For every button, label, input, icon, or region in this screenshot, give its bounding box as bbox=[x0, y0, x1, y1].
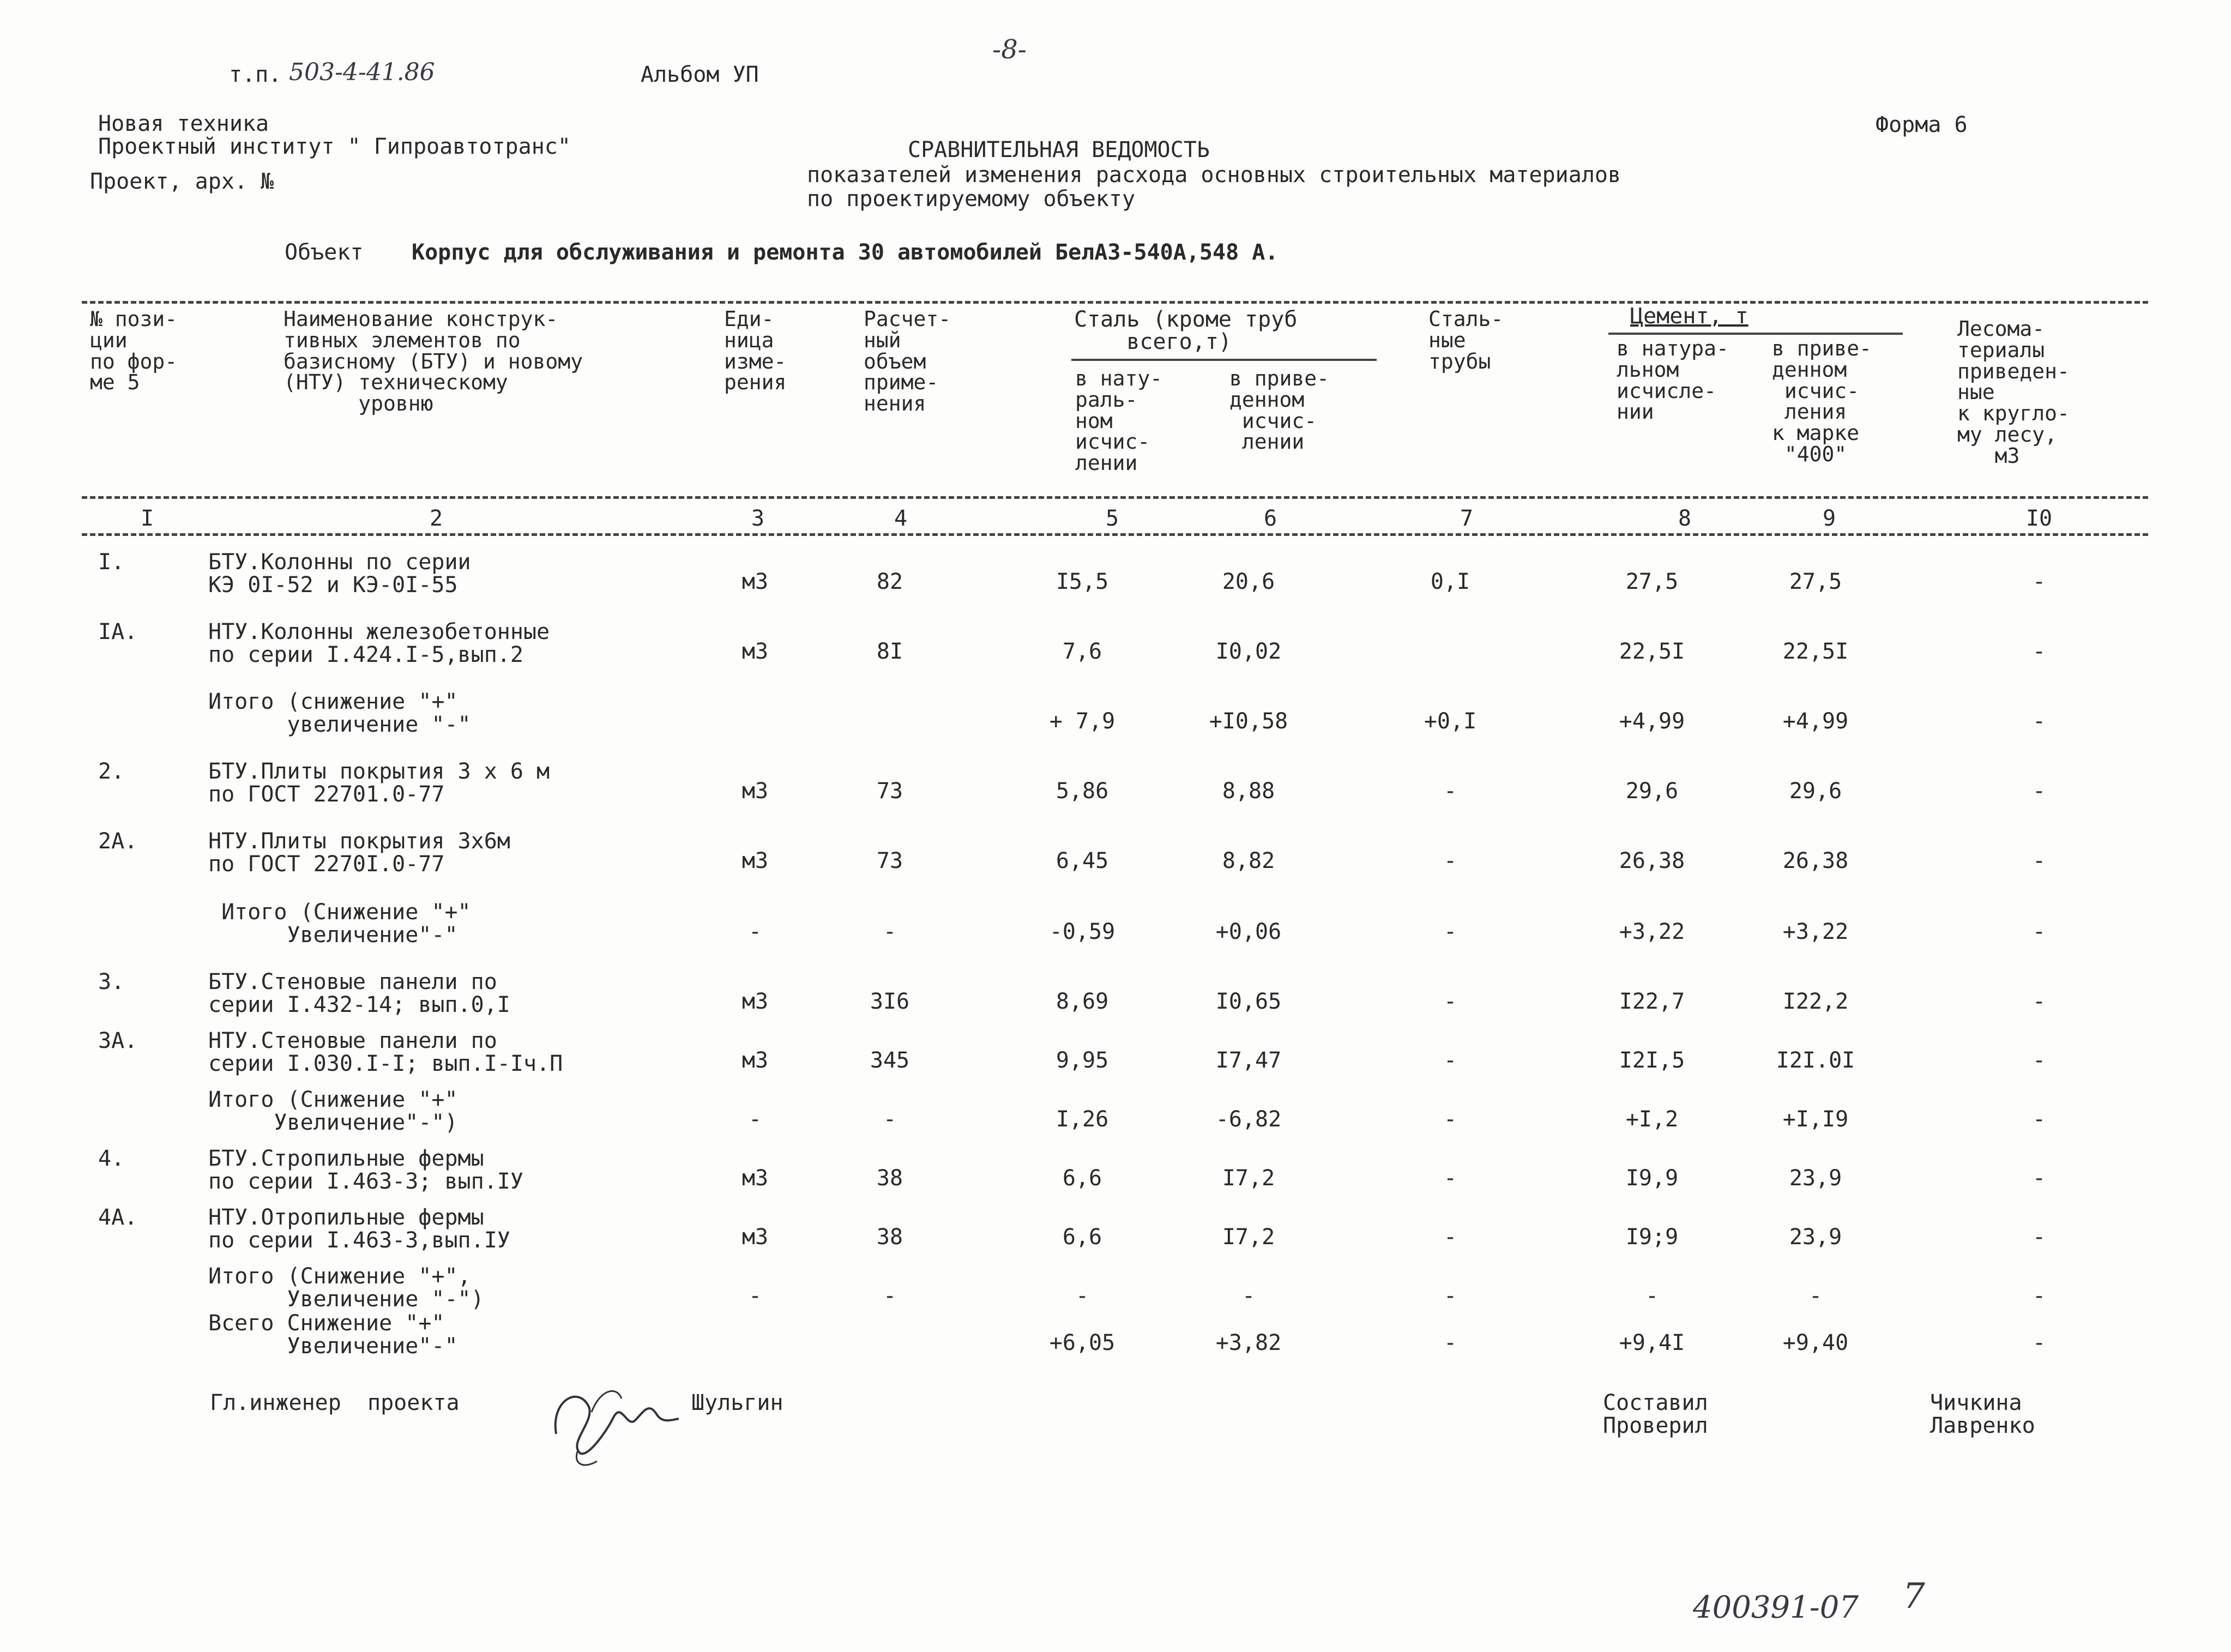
org-line-1: Новая техника bbox=[98, 111, 269, 136]
cell-position: 3. bbox=[98, 969, 125, 994]
cell-name: БТУ.Стеновые панели по серии I.432-14; вып.0,I bbox=[208, 969, 510, 1017]
cell-cement-natural: 29,6 bbox=[1625, 779, 1679, 804]
org-line-2: Проектный институт " Гипроавтотранс" bbox=[98, 134, 571, 159]
cell-steel-reduced: I0,02 bbox=[1215, 639, 1282, 664]
album-label: Альбом УП bbox=[641, 62, 759, 87]
cell-name: НТУ.Отропильные фермы по серии I.463-3,вып.IУ bbox=[208, 1205, 510, 1253]
cell-cement-reduced: +3,22 bbox=[1782, 919, 1849, 944]
cell-position: 4. bbox=[98, 1146, 125, 1171]
cell-name: НТУ.Колонны железобетонные по серии I.424.I-5,вып.2 bbox=[208, 619, 550, 667]
form-number: Форма 6 bbox=[1876, 112, 1968, 137]
cell-cement-natural: 27,5 bbox=[1625, 569, 1679, 594]
col-header-timber: Лесома- териалы приведен- ные к кругло- му лесу, м3 bbox=[1957, 317, 2070, 468]
cell-steel-natural: 6,45 bbox=[1056, 848, 1109, 873]
cell-steel-reduced: I7,2 bbox=[1222, 1166, 1275, 1191]
cell-cement-reduced: +9,40 bbox=[1782, 1330, 1849, 1355]
cell-steel-reduced: I7,2 bbox=[1222, 1225, 1275, 1250]
cell-cement-natural: +3,22 bbox=[1619, 919, 1685, 944]
cell-steel-natural: -0,59 bbox=[1049, 919, 1116, 944]
cell-unit: - bbox=[748, 919, 762, 944]
cell-timber: - bbox=[2032, 848, 2046, 873]
cell-cement-natural: +I,2 bbox=[1625, 1107, 1679, 1132]
cell-steel-natural: 9,95 bbox=[1056, 1048, 1109, 1073]
cell-timber: - bbox=[2032, 1166, 2046, 1191]
cell-steel-reduced: I0,65 bbox=[1215, 989, 1282, 1014]
cell-timber: - bbox=[2032, 709, 2046, 734]
cell-unit: м3 bbox=[741, 1166, 769, 1191]
col-number-10: I0 bbox=[2025, 506, 2053, 531]
col-header-steel-reduced: в приве- денном исчис- лении bbox=[1229, 366, 1330, 454]
cell-position: IA. bbox=[98, 619, 138, 644]
cell-unit: - bbox=[748, 1283, 762, 1309]
document-title: СРАВНИТЕЛЬНАЯ ВЕДОМОСТЬ bbox=[908, 137, 1210, 162]
signature-image bbox=[540, 1368, 682, 1472]
col-header-position: № пози- ции по фор- ме 5 bbox=[90, 307, 178, 395]
cell-position: 4А. bbox=[98, 1205, 138, 1230]
cell-steel-natural: I5,5 bbox=[1056, 569, 1109, 594]
col-number-7: 7 bbox=[1460, 506, 1474, 531]
col-number-3: 3 bbox=[751, 506, 765, 531]
cell-cement-reduced: +I,I9 bbox=[1782, 1107, 1849, 1132]
cell-steel-reduced: 20,6 bbox=[1222, 569, 1275, 594]
cell-steel-tubes: - bbox=[1443, 848, 1457, 873]
cell-name: Итого (Снижение "+", Увеличение "-") bbox=[208, 1264, 484, 1312]
cell-steel-tubes: +0,I bbox=[1424, 709, 1477, 734]
compiled-label: Составил bbox=[1603, 1390, 1708, 1415]
cell-steel-tubes: - bbox=[1443, 989, 1457, 1014]
chief-engineer-name: Шульгин bbox=[691, 1390, 783, 1415]
col-header-steel-group: Сталь (кроме труб всего,т) bbox=[1074, 307, 1298, 354]
cell-steel-natural: - bbox=[1075, 1283, 1089, 1309]
cell-steel-tubes: - bbox=[1443, 1048, 1457, 1073]
tp-label: т.п. bbox=[229, 62, 282, 87]
object-text: Корпус для обслуживания и ремонта 30 автомобилей БелАЗ-540А,548 А. bbox=[412, 240, 1279, 265]
cell-cement-reduced: 26,38 bbox=[1782, 848, 1849, 873]
cell-name: Итого (снижение "+" увеличение "-" bbox=[208, 689, 471, 737]
cell-steel-reduced: 8,88 bbox=[1222, 779, 1275, 804]
header-bottom-rule bbox=[82, 496, 2148, 499]
cell-steel-tubes: - bbox=[1443, 1283, 1457, 1309]
cell-volume: 38 bbox=[876, 1166, 903, 1191]
cell-cement-reduced: 27,5 bbox=[1789, 569, 1842, 594]
cell-steel-natural: I,26 bbox=[1056, 1107, 1109, 1132]
cell-name: Всего Снижение "+" Увеличение"-" bbox=[208, 1311, 458, 1359]
page-number: -8- bbox=[992, 34, 1027, 65]
cell-steel-reduced: +3,82 bbox=[1215, 1330, 1282, 1355]
cell-steel-reduced: -6,82 bbox=[1215, 1107, 1282, 1132]
checked-name: Лавренко bbox=[1930, 1413, 2035, 1438]
col-header-steel-tubes: Сталь- ные трубы bbox=[1428, 307, 1504, 373]
tp-number: 503-4-41.86 bbox=[289, 58, 435, 86]
cell-timber: - bbox=[2032, 639, 2046, 664]
cell-steel-tubes: - bbox=[1443, 779, 1457, 804]
chief-engineer-label: Гл.инженер проекта bbox=[210, 1390, 460, 1415]
col-number-1: I bbox=[140, 506, 154, 531]
cell-cement-natural: I9,9 bbox=[1625, 1166, 1679, 1191]
cell-cement-reduced: I2I.0I bbox=[1776, 1048, 1855, 1073]
cell-name: БТУ.Колонны по серии КЭ 0I-52 и КЭ-0I-55 bbox=[208, 550, 471, 598]
cell-steel-tubes: - bbox=[1443, 1225, 1457, 1250]
steel-group-rule bbox=[1071, 359, 1377, 361]
cell-unit: м3 bbox=[741, 779, 769, 804]
col-number-6: 6 bbox=[1263, 506, 1277, 531]
cell-cement-reduced: +4,99 bbox=[1782, 709, 1849, 734]
cell-cement-reduced: 23,9 bbox=[1789, 1225, 1842, 1250]
cell-volume: 73 bbox=[876, 779, 903, 804]
cell-name: НТУ.Стеновые панели по серии I.030.I-I; вып.I-Iч.П bbox=[208, 1028, 563, 1076]
cell-volume: 8I bbox=[876, 639, 903, 664]
cell-timber: - bbox=[2032, 989, 2046, 1014]
cell-volume: 3I6 bbox=[870, 989, 910, 1014]
cell-cement-natural: +9,4I bbox=[1619, 1330, 1685, 1355]
col-header-cement-natural: в натура- льном исчисле- нии bbox=[1617, 336, 1729, 424]
cell-name: Итого (Снижение "+" Увеличение"-") bbox=[208, 1087, 458, 1135]
cell-steel-natural: +6,05 bbox=[1049, 1330, 1116, 1355]
cell-name: Итого (Снижение "+" Увеличение"-" bbox=[221, 900, 471, 948]
cell-steel-natural: 6,6 bbox=[1062, 1225, 1102, 1250]
cell-timber: - bbox=[2032, 1107, 2046, 1132]
cell-unit: м3 bbox=[741, 639, 769, 664]
col-number-8: 8 bbox=[1678, 506, 1692, 531]
cell-cement-reduced: 22,5I bbox=[1782, 639, 1849, 664]
col-header-volume: Расчет- ный объем приме- нения bbox=[864, 307, 951, 415]
cell-position: I. bbox=[98, 550, 125, 575]
cell-steel-reduced: - bbox=[1241, 1283, 1256, 1309]
cell-name: БТУ.Стропильные фермы по серии I.463-3; вып.IУ bbox=[208, 1146, 523, 1194]
cell-name: НТУ.Плиты покрытия 3х6м по ГОСТ 2270I.0-77 bbox=[208, 829, 510, 877]
cell-name: БТУ.Плиты покрытия 3 х 6 м по ГОСТ 22701.0-77 bbox=[208, 759, 550, 807]
cell-steel-reduced: +I0,58 bbox=[1209, 709, 1288, 734]
col-number-4: 4 bbox=[894, 506, 908, 531]
cell-cement-natural: 22,5I bbox=[1619, 639, 1685, 664]
cell-volume: 73 bbox=[876, 848, 903, 873]
object-label: Объект bbox=[285, 240, 364, 265]
col-header-cement-reduced: в приве- денном исчис- ления к марке "400" bbox=[1772, 336, 1872, 466]
col-header-unit: Еди- ница изме- рения bbox=[724, 307, 787, 395]
cell-timber: - bbox=[2032, 569, 2046, 594]
cell-unit: м3 bbox=[741, 848, 769, 873]
cell-steel-tubes: 0,I bbox=[1430, 569, 1470, 594]
cell-cement-natural: - bbox=[1645, 1283, 1659, 1309]
sheet-number: 7 bbox=[1903, 1576, 1925, 1617]
col-number-2: 2 bbox=[429, 506, 443, 531]
checked-label: Проверил bbox=[1603, 1413, 1708, 1438]
cell-volume: - bbox=[883, 1283, 897, 1309]
cell-cement-reduced: 29,6 bbox=[1789, 779, 1842, 804]
cell-unit: м3 bbox=[741, 989, 769, 1014]
cell-cement-natural: 26,38 bbox=[1619, 848, 1685, 873]
table-top-rule bbox=[82, 301, 2148, 304]
cell-unit: м3 bbox=[741, 1225, 769, 1250]
cell-cement-reduced: - bbox=[1808, 1283, 1823, 1309]
cell-unit: - bbox=[748, 1107, 762, 1132]
cell-steel-reduced: 8,82 bbox=[1222, 848, 1275, 873]
cell-unit: м3 bbox=[741, 1048, 769, 1073]
cell-timber: - bbox=[2032, 1048, 2046, 1073]
cement-group-rule bbox=[1608, 333, 1903, 335]
cell-timber: - bbox=[2032, 1225, 2046, 1250]
inventory-stamp: 400391-07 bbox=[1693, 1590, 1859, 1625]
cell-volume: 38 bbox=[876, 1225, 903, 1250]
cell-volume: 345 bbox=[870, 1048, 910, 1073]
col-number-9: 9 bbox=[1822, 506, 1836, 531]
cell-steel-reduced: +0,06 bbox=[1215, 919, 1282, 944]
cell-steel-tubes: - bbox=[1443, 1107, 1457, 1132]
compiled-name: Чичкина bbox=[1930, 1390, 2022, 1415]
cell-cement-reduced: 23,9 bbox=[1789, 1166, 1842, 1191]
cell-cement-natural: I22,7 bbox=[1619, 989, 1685, 1014]
document-subtitle-2: по проектируемому объекту bbox=[807, 186, 1136, 212]
cell-steel-natural: 7,6 bbox=[1062, 639, 1102, 664]
cell-steel-reduced: I7,47 bbox=[1215, 1048, 1282, 1073]
org-line-3: Проект, арх. № bbox=[90, 169, 274, 194]
col-header-steel-natural: в нату- раль- ном исчис- лении bbox=[1075, 366, 1163, 475]
cell-steel-natural: 8,69 bbox=[1056, 989, 1109, 1014]
cell-cement-natural: +4,99 bbox=[1619, 709, 1685, 734]
document-subtitle-1: показателей изменения расхода основных строительных материалов bbox=[807, 162, 1621, 188]
cell-cement-natural: I9;9 bbox=[1625, 1225, 1679, 1250]
cell-timber: - bbox=[2032, 779, 2046, 804]
cell-steel-tubes: - bbox=[1443, 1166, 1457, 1191]
cell-cement-natural: I2I,5 bbox=[1619, 1048, 1685, 1073]
cell-steel-tubes: - bbox=[1443, 919, 1457, 944]
cell-timber: - bbox=[2032, 919, 2046, 944]
cell-position: 2. bbox=[98, 759, 125, 784]
cell-steel-tubes: - bbox=[1443, 1330, 1457, 1355]
cell-position: 2А. bbox=[98, 829, 138, 854]
cell-steel-natural: 6,6 bbox=[1062, 1166, 1102, 1191]
cell-steel-natural: + 7,9 bbox=[1049, 709, 1116, 734]
cell-volume: - bbox=[883, 919, 897, 944]
cell-cement-reduced: I22,2 bbox=[1782, 989, 1849, 1014]
col-header-cement-group: Цемент, т bbox=[1630, 304, 1748, 329]
cell-unit: м3 bbox=[741, 569, 769, 594]
col-number-5: 5 bbox=[1105, 506, 1119, 531]
cell-timber: - bbox=[2032, 1330, 2046, 1355]
cell-steel-natural: 5,86 bbox=[1056, 779, 1109, 804]
cell-volume: 82 bbox=[876, 569, 903, 594]
cell-volume: - bbox=[883, 1107, 897, 1132]
cell-position: 3А. bbox=[98, 1028, 138, 1053]
column-number-rule bbox=[82, 533, 2148, 536]
col-header-name: Наименование конструк- тивных элементов по базисному (БТУ) и новому (НТУ) техническому уровню bbox=[284, 307, 583, 415]
cell-timber: - bbox=[2032, 1283, 2046, 1309]
